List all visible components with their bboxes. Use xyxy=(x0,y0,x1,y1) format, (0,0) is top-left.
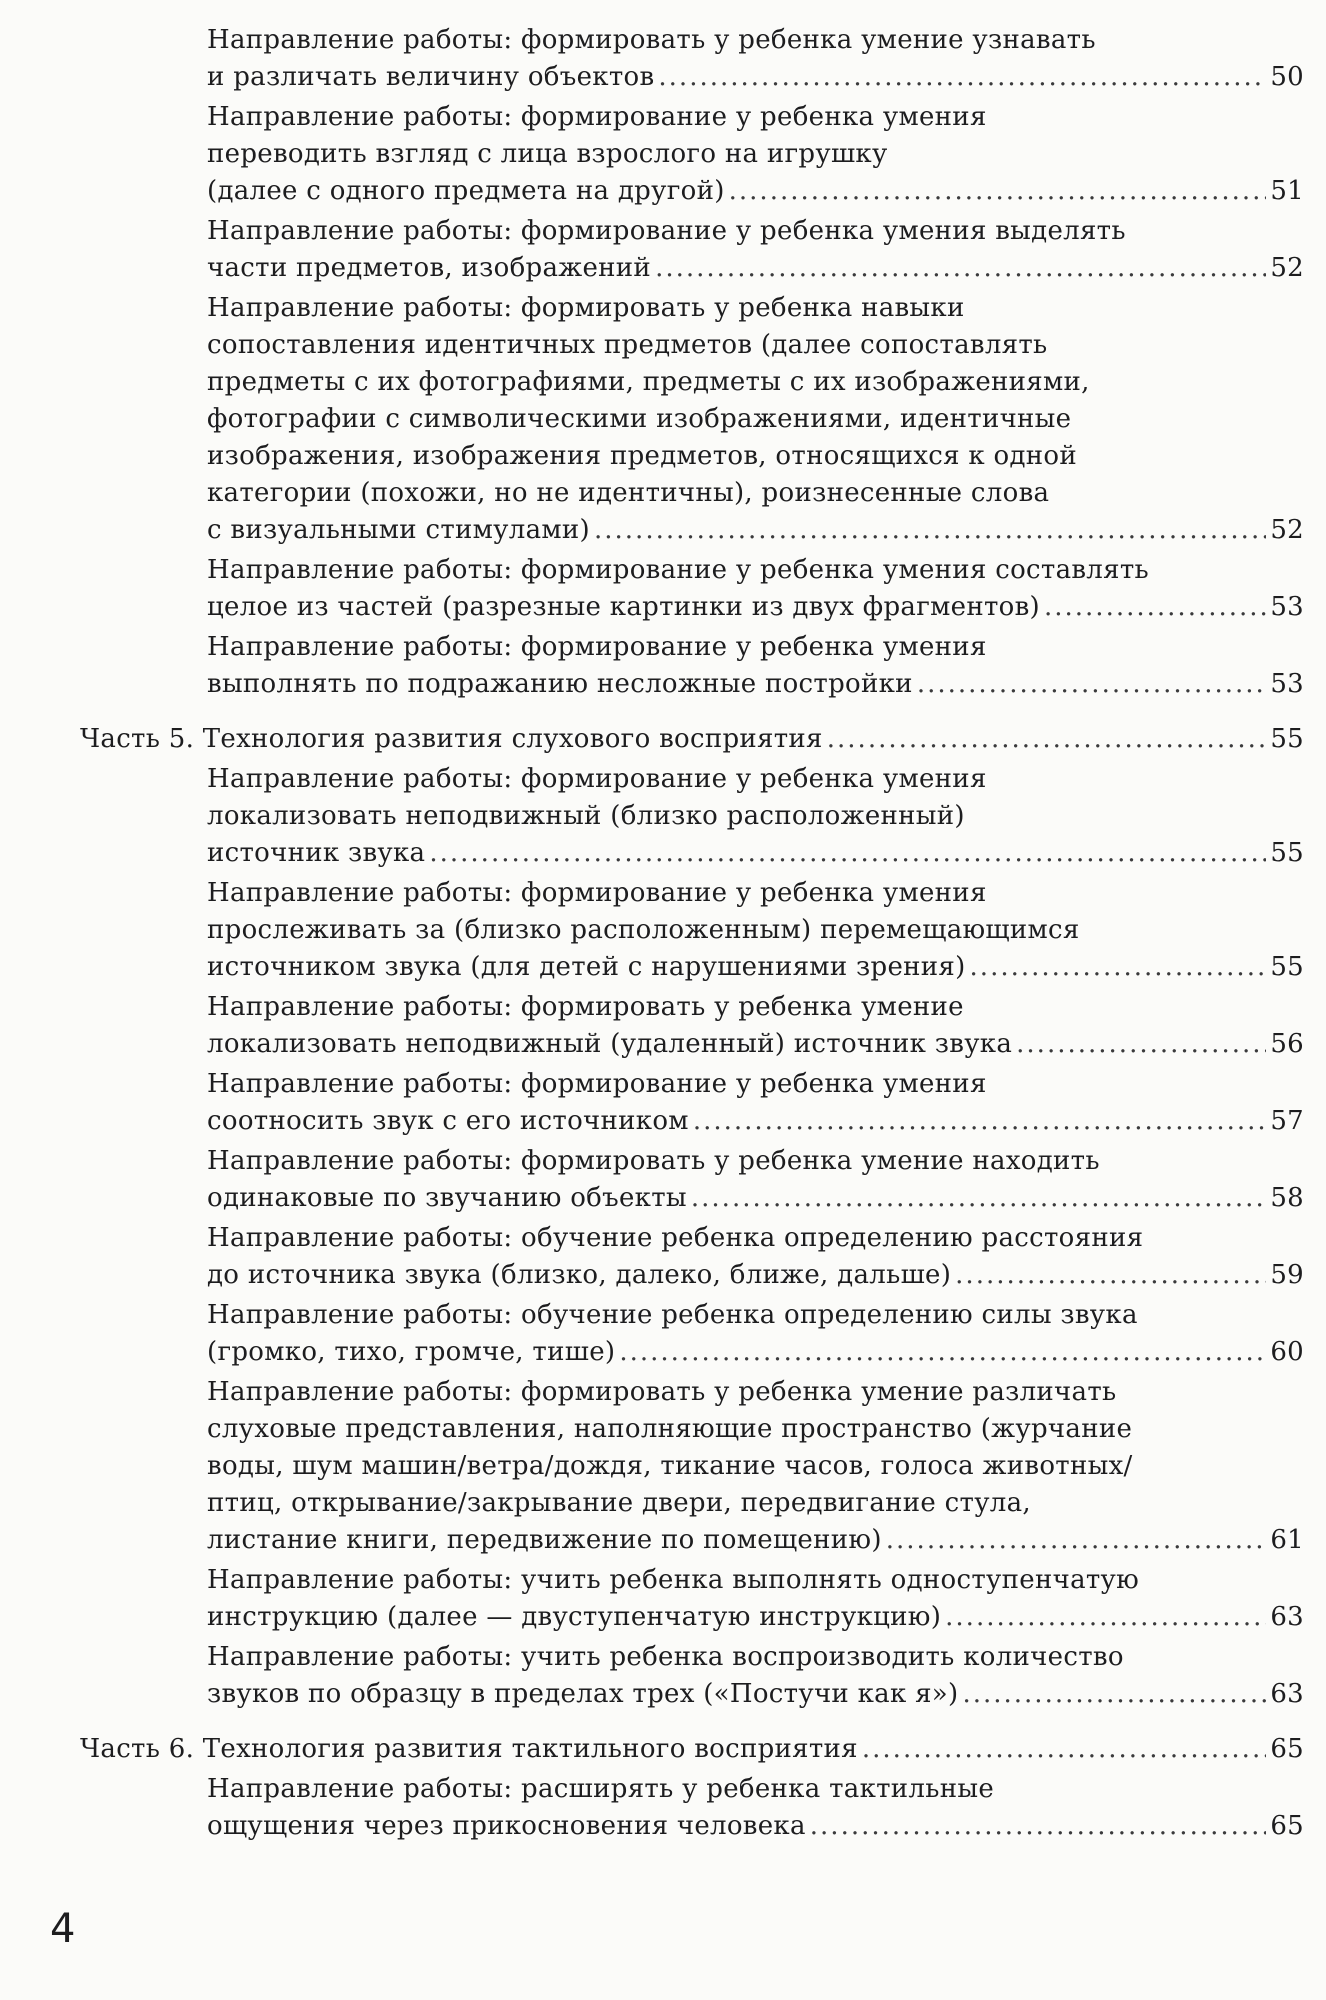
toc-entry-line xyxy=(207,22,1304,59)
toc-entry-text: категории (похожи, но не идентичны), роизнесенные слова xyxy=(207,478,1050,508)
toc-entry-text: Направление работы: формировать у ребенка навыки xyxy=(207,293,965,323)
toc-entry-text: Направление работы: обучение ребенка определению силы звука xyxy=(207,1300,1138,1330)
toc-entry-text: слуховые представления, наполняющие пространство (журчание xyxy=(207,1414,1133,1444)
toc-page-number: 55 xyxy=(1270,838,1304,868)
toc-entry-line xyxy=(207,1257,1304,1294)
toc-page-number: 52 xyxy=(1270,253,1304,283)
toc-page-number: 53 xyxy=(1270,592,1304,622)
toc-entry-text: листание книги, передвижение по помещению) xyxy=(207,1525,882,1555)
toc-entry-text: прослеживать за (близко расположенным) перемещающимся xyxy=(207,915,1080,945)
toc-leader-dots xyxy=(429,835,1266,872)
toc-entry-text: инструкцию (далее — двуступенчатую инструкцию) xyxy=(207,1602,942,1632)
toc-entry-text: Направление работы: обучение ребенка определению расстояния xyxy=(207,1223,1144,1253)
toc-entry-text: Направление работы: формировать у ребенка умение различать xyxy=(207,1377,1117,1407)
toc-entry[interactable] xyxy=(0,875,1304,986)
toc-entry-line xyxy=(207,1297,1304,1334)
toc-entry[interactable] xyxy=(0,1297,1304,1371)
toc-entry-text: Направление работы: формировать у ребенка умение xyxy=(207,992,964,1022)
toc-entry-text: части предметов, изображений xyxy=(207,253,652,283)
toc-entry-text: источник звука xyxy=(207,838,426,868)
toc-leader-dots xyxy=(655,250,1266,287)
toc-entry-line xyxy=(207,1448,1304,1485)
toc-entry-line xyxy=(207,589,1304,626)
toc-entry-line xyxy=(207,761,1304,798)
toc-entry-line xyxy=(207,1103,1304,1140)
toc-entry-text: и различать величину объектов xyxy=(207,62,655,92)
toc-entry-text: с визуальными стимулами) xyxy=(207,515,590,545)
toc-entry-line xyxy=(207,1676,1304,1713)
toc-page-number: 65 xyxy=(1270,1734,1304,1764)
toc-page-number: 61 xyxy=(1270,1525,1304,1555)
toc-entry-line xyxy=(207,213,1304,250)
toc-leader-dots xyxy=(729,173,1266,210)
toc-leader-dots xyxy=(1016,1026,1266,1063)
toc-entry-text: Часть 6. Технология развития тактильного восприятия xyxy=(80,1734,858,1764)
toc-page-number: 59 xyxy=(1270,1260,1304,1290)
toc-entry-line xyxy=(207,438,1304,475)
toc-entry-line xyxy=(207,99,1304,136)
toc-part-entry[interactable] xyxy=(0,1731,1304,1768)
toc-entry-text: Направление работы: формирование у ребенка умения xyxy=(207,764,987,794)
toc-entry-text: Направление работы: формирование у ребенка умения составлять xyxy=(207,555,1149,585)
toc-entry-text: Направление работы: формирование у ребенка умения xyxy=(207,1069,987,1099)
toc-entry-line xyxy=(207,912,1304,949)
toc-entry-text: целое из частей (разрезные картинки из двух фрагментов) xyxy=(207,592,1040,622)
toc-entry-line xyxy=(207,1374,1304,1411)
toc-entry-line xyxy=(207,989,1304,1026)
toc-entry-line xyxy=(207,59,1304,96)
toc-entry-line xyxy=(207,1026,1304,1063)
toc-entry-line xyxy=(207,1639,1304,1676)
toc-leader-dots xyxy=(945,1599,1266,1636)
toc-leader-dots xyxy=(886,1522,1266,1559)
toc-entry-text: источником звука (для детей с нарушениями зрения) xyxy=(207,952,966,982)
toc-entry-line xyxy=(207,1066,1304,1103)
toc-entry-line xyxy=(207,1522,1304,1559)
toc-entry-line xyxy=(80,1731,1304,1768)
toc-entry-text: переводить взгляд с лица взрослого на игрушку xyxy=(207,139,888,169)
toc-part-entry[interactable] xyxy=(0,721,1304,758)
toc-entry-line xyxy=(207,250,1304,287)
toc-entry[interactable] xyxy=(0,761,1304,872)
toc-entry-text: Направление работы: формирование у ребенка умения xyxy=(207,878,987,908)
toc-leader-dots xyxy=(917,666,1266,703)
toc-entry[interactable] xyxy=(0,1220,1304,1294)
toc-entry[interactable] xyxy=(0,99,1304,210)
toc-entry-text: Направление работы: формирование у ребенка умения выделять xyxy=(207,216,1126,246)
toc-leader-dots xyxy=(955,1257,1266,1294)
toc-page-number: 63 xyxy=(1270,1679,1304,1709)
toc-entry-line xyxy=(207,475,1304,512)
toc-entry-line xyxy=(207,835,1304,872)
toc-entry-line xyxy=(207,1334,1304,1371)
toc-entry-text: Направление работы: формировать у ребенка умение узнавать xyxy=(207,25,1096,55)
toc-leader-dots xyxy=(658,59,1266,96)
toc-entry[interactable] xyxy=(0,1066,1304,1140)
toc-entry-line xyxy=(207,798,1304,835)
toc-entry-line xyxy=(207,1562,1304,1599)
toc-leader-dots xyxy=(594,512,1266,549)
toc-page-number: 51 xyxy=(1270,176,1304,206)
toc-page-number: 57 xyxy=(1270,1106,1304,1136)
toc-page-number: 65 xyxy=(1270,1811,1304,1841)
toc-entry[interactable] xyxy=(0,213,1304,287)
toc-entry[interactable] xyxy=(0,1771,1304,1845)
toc-entry-text: Направление работы: формировать у ребенка умение находить xyxy=(207,1146,1100,1176)
toc-entry-text: предметы с их фотографиями, предметы с их изображениями, xyxy=(207,367,1090,397)
toc-page-number: 55 xyxy=(1270,952,1304,982)
toc-entry-line xyxy=(207,629,1304,666)
toc-entry-line xyxy=(207,512,1304,549)
toc-entry-line xyxy=(207,1220,1304,1257)
toc-entry-text: ощущения через прикосновения человека xyxy=(207,1811,806,1841)
table-of-contents xyxy=(0,22,1326,1845)
toc-entry-line xyxy=(207,364,1304,401)
toc-entry-line xyxy=(207,290,1304,327)
toc-page-number: 53 xyxy=(1270,669,1304,699)
toc-entry-text: воды, шум машин/ветра/дождя, тикание часов, голоса животных/ xyxy=(207,1451,1133,1481)
toc-entry-line xyxy=(207,875,1304,912)
toc-entry-line xyxy=(207,1411,1304,1448)
toc-entry-text: одинаковые по звучанию объекты xyxy=(207,1183,687,1213)
toc-entry-text: сопоставления идентичных предметов (далее сопоставлять xyxy=(207,330,1048,360)
toc-entry-text: до источника звука (близко, далеко, ближе, дальше) xyxy=(207,1260,952,1290)
toc-entry-text: изображения, изображения предметов, относящихся к одной xyxy=(207,441,1077,471)
toc-leader-dots xyxy=(619,1334,1266,1371)
toc-entry-line xyxy=(80,721,1304,758)
toc-entry-text: фотографии с символическими изображениями, идентичные xyxy=(207,404,1072,434)
toc-entry-text: Направление работы: учить ребенка воспроизводить количество xyxy=(207,1642,1124,1672)
toc-entry-line xyxy=(207,1180,1304,1217)
page-number: 4 xyxy=(50,1906,76,1952)
toc-entry[interactable] xyxy=(0,290,1304,549)
toc-entry-text: выполнять по подражанию несложные постройки xyxy=(207,669,913,699)
toc-entry-line xyxy=(207,136,1304,173)
toc-leader-dots xyxy=(693,1103,1266,1140)
toc-entry-line xyxy=(207,1143,1304,1180)
toc-entry-text: звуков по образцу в пределах трех («Постучи как я») xyxy=(207,1679,959,1709)
toc-entry[interactable] xyxy=(0,629,1304,703)
toc-page-number: 56 xyxy=(1270,1029,1304,1059)
toc-entry-line xyxy=(207,327,1304,364)
toc-page-number: 50 xyxy=(1270,62,1304,92)
toc-entry-text: локализовать неподвижный (удаленный) источник звука xyxy=(207,1029,1013,1059)
toc-leader-dots xyxy=(810,1808,1266,1845)
toc-entry-line xyxy=(207,1485,1304,1522)
toc-entry-text: Направление работы: расширять у ребенка тактильные xyxy=(207,1774,995,1804)
toc-entry-text: птиц, открывание/закрывание двери, передвигание стула, xyxy=(207,1488,1031,1518)
toc-entry-line xyxy=(207,1808,1304,1845)
toc-entry[interactable] xyxy=(0,1374,1304,1559)
toc-entry-text: Направление работы: учить ребенка выполнять одноступенчатую xyxy=(207,1565,1140,1595)
toc-entry[interactable] xyxy=(0,22,1304,96)
toc-entry-text: Направление работы: формирование у ребенка умения xyxy=(207,632,987,662)
toc-entry-text: локализовать неподвижный (близко расположенный) xyxy=(207,801,965,831)
toc-entry-text: Часть 5. Технология развития слухового восприятия xyxy=(80,724,823,754)
toc-page-number: 63 xyxy=(1270,1602,1304,1632)
toc-page-number: 55 xyxy=(1270,724,1304,754)
toc-page-number: 52 xyxy=(1270,515,1304,545)
toc-entry-line xyxy=(207,666,1304,703)
toc-page-number: 58 xyxy=(1270,1183,1304,1213)
toc-entry[interactable] xyxy=(0,1143,1304,1217)
toc-page-number: 60 xyxy=(1270,1337,1304,1367)
toc-leader-dots xyxy=(827,721,1266,758)
toc-leader-dots xyxy=(862,1731,1266,1768)
toc-entry-line xyxy=(207,949,1304,986)
toc-entry[interactable] xyxy=(0,1562,1304,1636)
toc-entry-text: соотносить звук с его источником xyxy=(207,1106,689,1136)
toc-leader-dots xyxy=(970,949,1266,986)
toc-entry-text: (громко, тихо, громче, тише) xyxy=(207,1337,616,1367)
toc-entry[interactable] xyxy=(0,552,1304,626)
toc-entry[interactable] xyxy=(0,989,1304,1063)
toc-entry-text: Направление работы: формирование у ребенка умения xyxy=(207,102,987,132)
toc-entry-line xyxy=(207,401,1304,438)
toc-entry[interactable] xyxy=(0,1639,1304,1713)
toc-entry-line xyxy=(207,1599,1304,1636)
toc-entry-line xyxy=(207,552,1304,589)
toc-leader-dots xyxy=(1044,589,1266,626)
toc-leader-dots xyxy=(691,1180,1266,1217)
toc-leader-dots xyxy=(962,1676,1266,1713)
toc-entry-line xyxy=(207,1771,1304,1808)
toc-entry-line xyxy=(207,173,1304,210)
toc-entry-text: (далее с одного предмета на другой) xyxy=(207,176,725,206)
